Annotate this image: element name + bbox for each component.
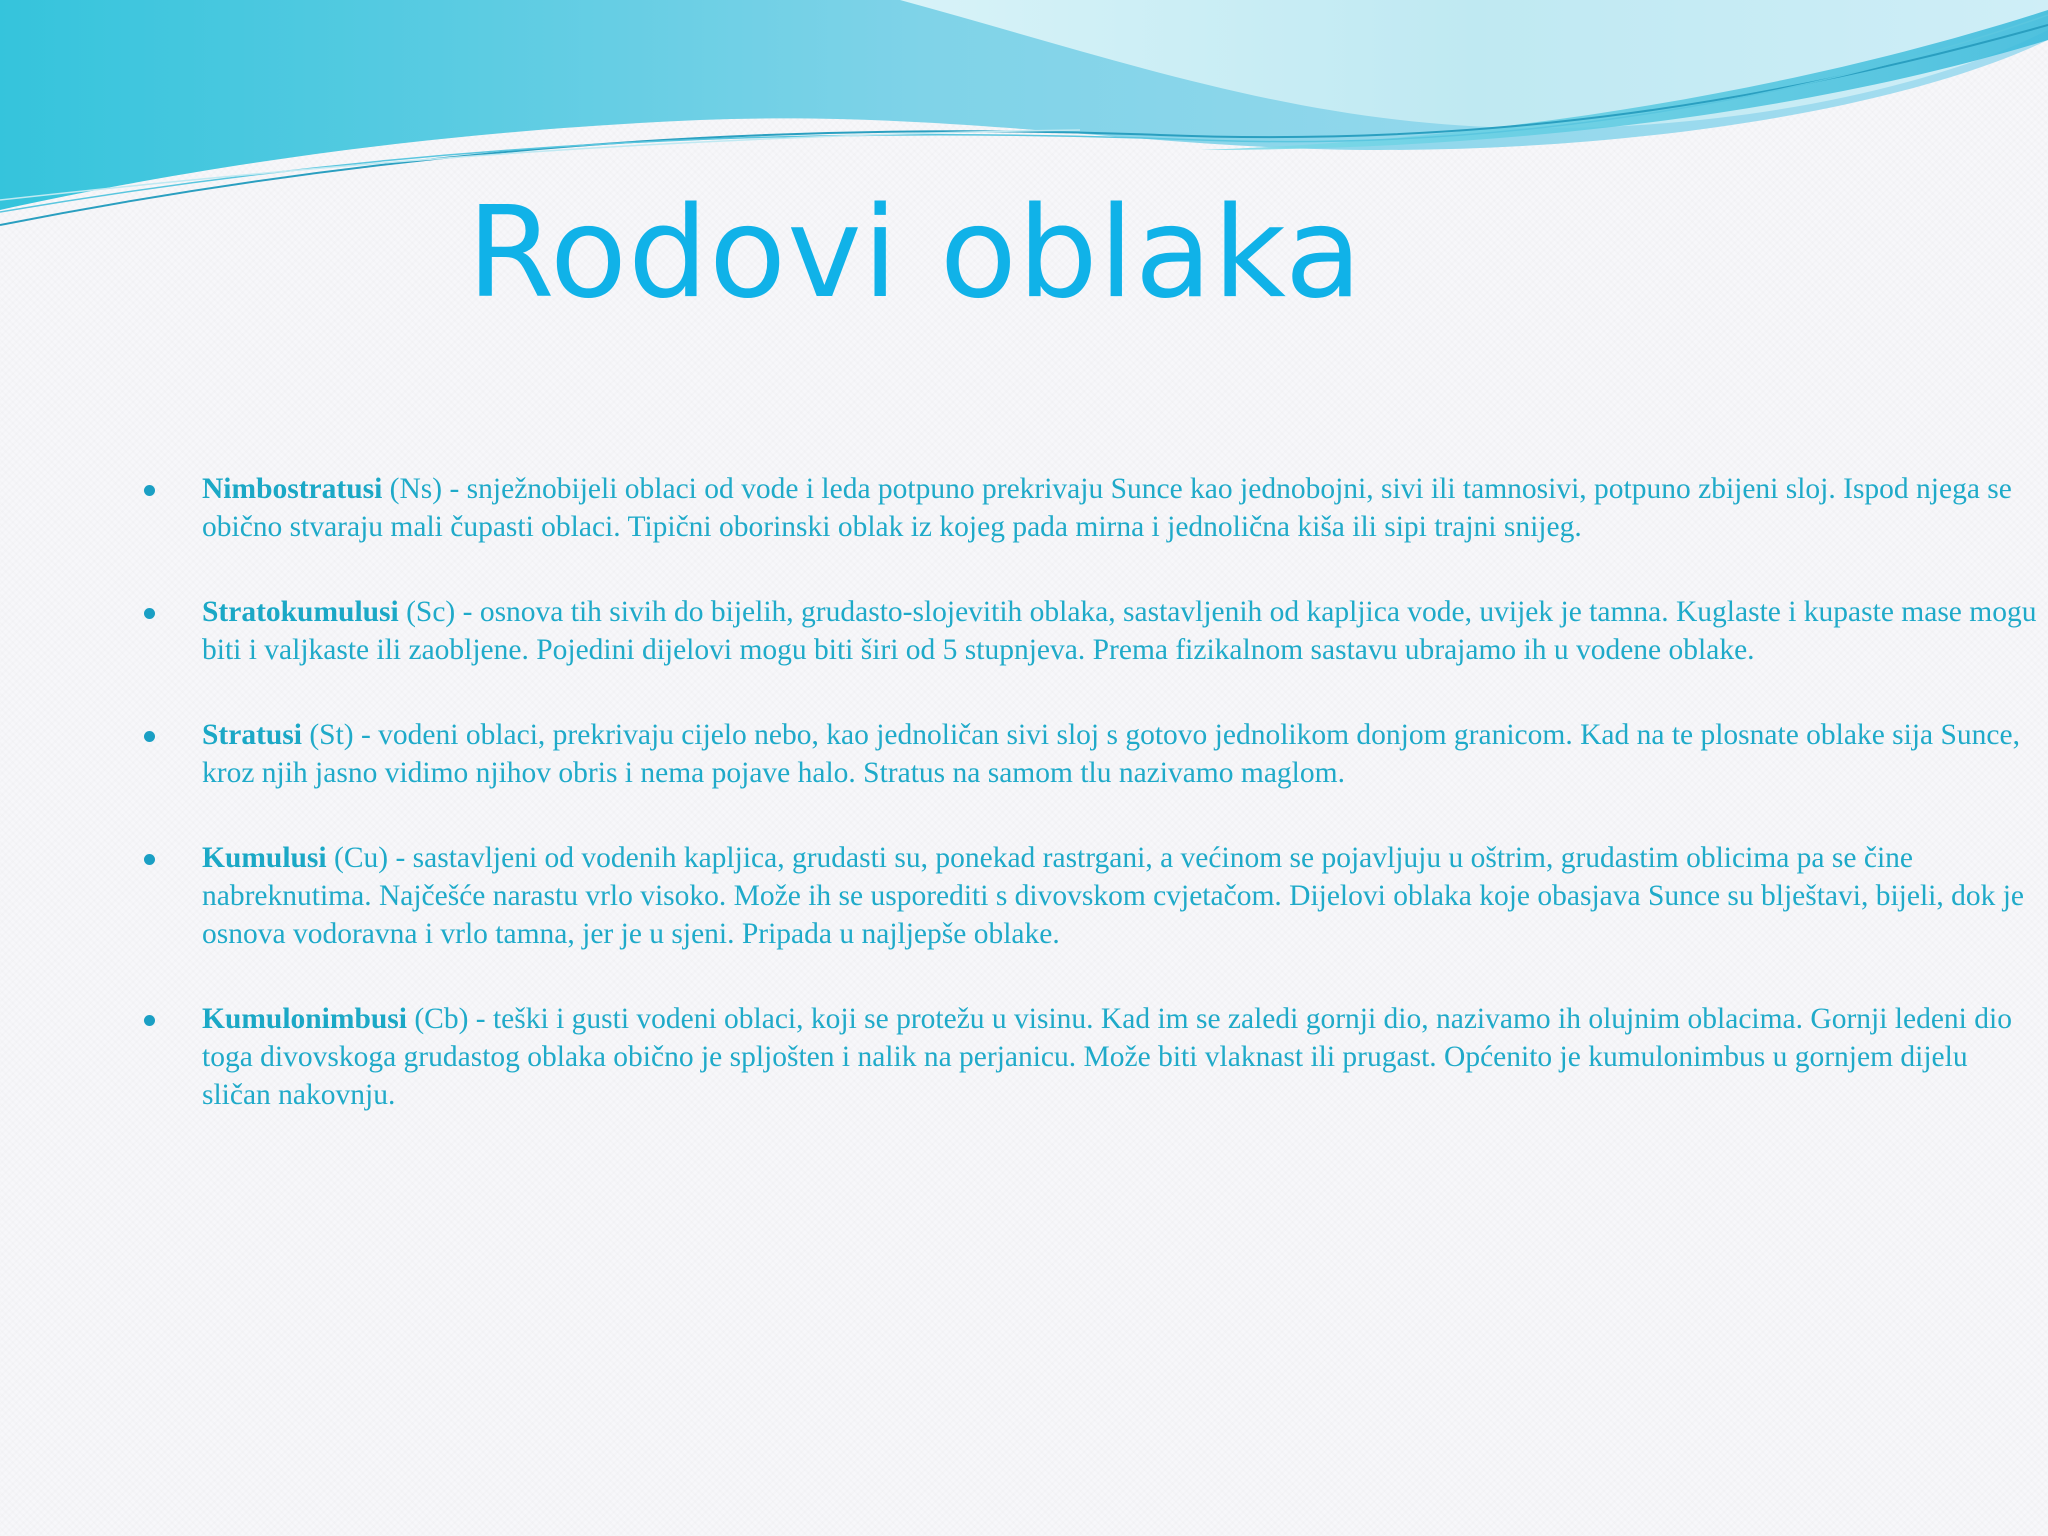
bullet-item-stratusi xyxy=(138,716,2038,792)
slide-title: Rodovi oblaka xyxy=(467,179,1363,326)
bullet-term: Kumulonimbusi xyxy=(202,1003,407,1035)
bullet-text: (Ns) - snježnobijeli oblaci od vode i leda potpuno prekrivaju Sunce kao jednobojni, sivi ili tamnosivi, potpuno zbijeni sloj. Ispod njega se obično stvaraju mali čupasti oblaci. Tipični oborinski oblak iz kojeg pada mirna i jednolična kiša ili sipi trajni snijeg. xyxy=(202,473,2012,543)
bullet-item-nimbostratusi xyxy=(138,470,2038,546)
bullet-term: Nimbostratusi xyxy=(202,473,383,505)
bullet-item-stratokumulusi xyxy=(138,593,2038,669)
bullet-list xyxy=(138,470,2038,1161)
bullet-text: (St) - vodeni oblaci, prekrivaju cijelo nebo, kao jednoličan sivi sloj s gotovo jednolikom donjom granicom. Kad na te plosnate oblake sija Sunce, kroz njih jasno vidimo njihov obris i nema pojave halo. Stratus na samom tlu nazivamo maglom. xyxy=(202,719,2020,789)
bullet-item-kumulonimbusi xyxy=(138,1000,2038,1114)
bullet-dot-icon xyxy=(144,731,155,742)
bullet-term: Stratokumulusi xyxy=(202,596,399,628)
bullet-dot-icon xyxy=(144,485,155,496)
bullet-text: (Cu) - sastavljeni od vodenih kapljica, grudasti su, ponekad rastrgani, a većinom se pojavljuju u oštrim, grudastim oblicima pa se čine nabreknutima. Najčešće narastu vrlo visoko. Može ih se usporediti s divovskom cvjetačom. Dijelovi oblaka koje obasjava Sunce su blještavi, bijeli, dok je osnova vodoravna i vrlo tamna, jer je u sjeni. Pripada u najljepše oblake. xyxy=(202,842,2025,950)
bullet-dot-icon xyxy=(144,608,155,619)
bullet-term: Stratusi xyxy=(202,719,302,751)
bullet-term: Kumulusi xyxy=(202,842,327,874)
bullet-item-kumulusi xyxy=(138,839,2038,953)
bullet-text: (Cb) - teški i gusti vodeni oblaci, koji se protežu u visinu. Kad im se zaledi gornji dio, nazivamo ih olujnim oblacima. Gornji ledeni dio toga divovskoga grudastog oblaka obično je spljošten i nalik na perjanicu. Može biti vlaknast ili prugast. Općenito je kumulonimbus u gornjem dijelu sličan nakovnju. xyxy=(202,1003,2012,1111)
bullet-dot-icon xyxy=(144,854,155,865)
bullet-dot-icon xyxy=(144,1015,155,1026)
bullet-text: (Sc) - osnova tih sivih do bijelih, grudasto-slojevitih oblaka, sastavljenih od kapljica vode, uvijek je tamna. Kuglaste i kupaste mase mogu biti i valjkaste ili zaobljene. Pojedini dijelovi mogu biti širi od 5 stupnjeva. Prema fizikalnom sastavu ubrajamo ih u vodene oblake. xyxy=(202,596,2037,666)
